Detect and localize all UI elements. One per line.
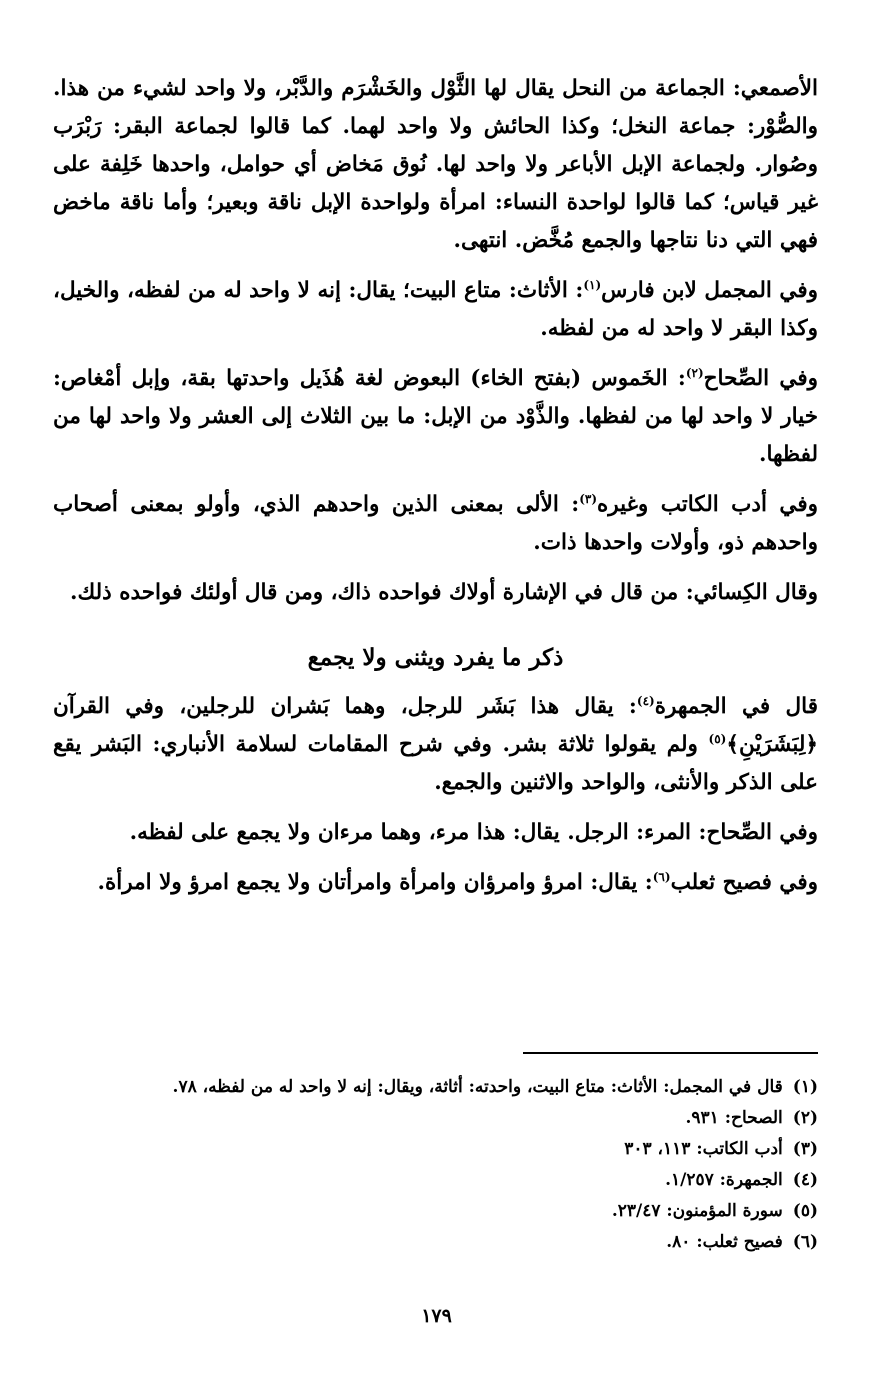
paragraph-kisai: وقال الكِسائي: من قال في الإشارة أولاك فواحده ذاك، ومن قال أولئك فواحده ذلك. [70,580,818,605]
paragraph-asmai: الأصمعي: الجماعة من النحل يقال لها الثَّوْل والخَشْرَم والدَّبْر، ولا واحد لشيء من هذا. والصُّوْر: جماعة النخل؛ وكذا الحائش ولا واحد لهما. كما قالوا لجماعة البقر: رَبْرَب وصُوار. ولجماعة الإبل الأباعر ولا واحد لها. نُوق مَخاض أي حوامل، واحدها خَلِفة على غير قياس؛ كما قالوا لواحدة النساء: امرأة ولواحدة الإبل ناقة وبعير؛ وأما ناقة ماخض فهي التي دنا نتاجها والجمع مُخَّض. انتهى. [53,76,818,253]
paragraph-mujmal [53,272,818,348]
footnote-text: الجمهرة: ١/٢٥٧. [665,1170,783,1190]
footnote-text: قال في المجمل: الأثاث: متاع البيت، واحدته: أثاثة، ويقال: إنه لا واحد له من لفظه، ٧٨. [172,1077,783,1097]
paragraph-text: وفي فصيح ثعلب [670,870,818,895]
footnote-divider [523,1052,818,1054]
paragraph-text: : الخَموس (بفتح الخاء) البعوض لغة هُذَيل واحدتها بقة، وإبل أمْغاص: خيار لا واحد لها من لفظها. والذَّوْد من الإبل: ما بين الثلاث إلى العشر ولا واحد لها من لفظها. [53,366,818,467]
paragraph-text: وفي الصِّحاح [703,366,818,391]
page-number: ١٧٩ [421,1305,452,1327]
footnote-item [53,1103,818,1134]
footnote-ref: (١) [583,277,602,292]
footnote-ref: (٦) [652,869,671,884]
footnote-number: (٢) [792,1108,818,1128]
footnote-number: (٤) [792,1170,818,1190]
footnote-ref: (٣) [579,491,598,506]
footnote-text: الصحاح: ٩٣١. [685,1108,783,1128]
footnotes [53,1072,818,1258]
paragraph-text: : الأثاث: متاع البيت؛ يقال: إنه لا واحد له من لفظه، والخيل، وكذا البقر لا واحد له من لفظه. [53,278,818,341]
footnote-item [53,1165,818,1196]
paragraph-text: ولم يقولوا ثلاثة بشر. وفي شرح المقامات لسلامة الأنباري: البَشر يقع على الذكر والأنثى، والواحد والاثنين والجمع. [53,732,818,795]
footnote-number: (٥) [792,1201,818,1221]
paragraph-fasih-thalab [53,864,818,902]
paragraph-jamhara [53,688,818,802]
paragraph-text: قال في الجمهرة [654,694,818,719]
footnote-item [53,1072,818,1103]
paragraph-text: وفي المجمل لابن فارس [601,278,818,303]
footnote-item [53,1196,818,1227]
paragraph-text: : يقال هذا بَشَر للرجل، وهما بَشران للرجلين، وفي القرآن ﴿لِبَشَرَيْنِ﴾ [53,694,818,757]
footnote-ref: (٢) [685,365,704,380]
footnote-number: (٣) [792,1139,818,1159]
footnote-ref: (٤) [636,693,655,708]
section-heading: ذكر ما يفرد ويثنى ولا يجمع [307,644,564,671]
footnote-text: سورة المؤمنون: ٢٣/٤٧. [611,1201,783,1221]
footnote-number: (٦) [792,1232,818,1252]
page-body [53,70,818,914]
footnote-item [53,1227,818,1258]
paragraph-sihah [53,360,818,474]
footnote-ref: (٥) [708,731,727,746]
paragraph-text: : الألى بمعنى الذين واحدهم الذي، وأولو بمعنى أصحاب واحدهم ذو، وأولات واحدها ذات. [53,492,818,555]
paragraph-text: وفي أدب الكاتب وغيره [597,492,818,517]
footnote-item [53,1134,818,1165]
footnote-text: فصيح ثعلب: ٨٠. [666,1232,783,1252]
paragraph-sihah-mar: وفي الصِّحاح: المرء: الرجل. يقال: هذا مرء، وهما مرءان ولا يجمع على لفظه. [129,820,818,845]
paragraph-text: : يقال: امرؤ وامرؤان وامرأة وامرأتان ولا يجمع امرؤ ولا امرأة. [97,870,653,895]
paragraph-adab-alkatib [53,486,818,562]
footnote-number: (١) [792,1077,818,1097]
footnote-text: أدب الكاتب: ١١٣، ٣٠٣ [624,1139,783,1159]
